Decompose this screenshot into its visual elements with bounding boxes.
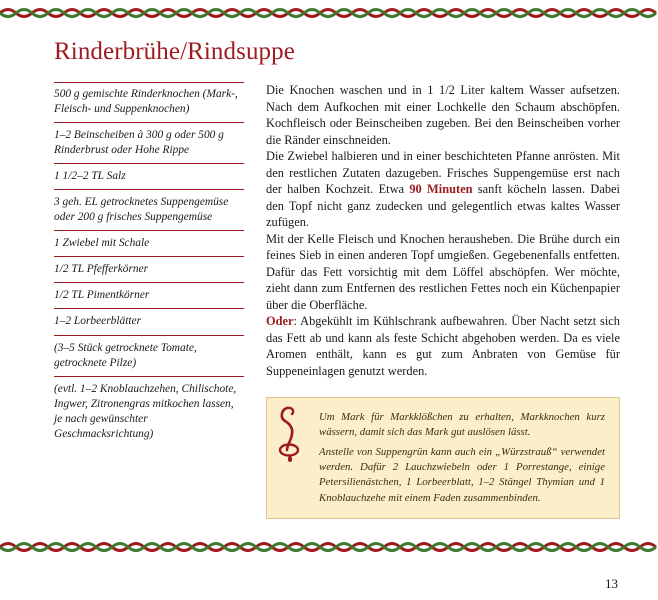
list-item: 500 g gemischte Rinderknochen (Mark-, Fleisch- und Suppenknochen) bbox=[54, 82, 244, 123]
tip-paragraph: Anstelle von Suppengrün kann auch ein „Würzstrauß“ verwendet werden. Dafür 2 Lauchzwiebeln oder 1 Porrestange, einige Petersilienästchen, 1 Lorbeerblatt, 1–2 Stängel Thymian und 1 Knoblauchzehe mit einem Faden zusammenbinden. bbox=[319, 446, 605, 504]
instruction-note bbox=[266, 313, 620, 379]
note-label: Oder bbox=[266, 314, 294, 328]
instruction-paragraph bbox=[266, 231, 620, 314]
tip-box bbox=[266, 397, 620, 519]
decorative-border-top bbox=[0, 6, 658, 20]
list-item: 1/2 TL Pfefferkörner bbox=[54, 257, 244, 283]
instructions-text bbox=[266, 82, 620, 519]
list-item: 1 1/2–2 TL Salz bbox=[54, 164, 244, 190]
content-columns bbox=[38, 82, 620, 519]
instruction-text: Mit der Kelle Fleisch und Knochen herausheben. Die Brühe durch ein feines Sieb in einen anderen Topf umgießen. Gegebenenfalls entfetten. Dafür das Fett vorsichtig mit dem Löffel abschöpfen. Wer möchte, zieht dann zum Entfernen des restlichen Fettes noch ein Küchenpapier über die Oberfläche. bbox=[266, 231, 620, 312]
decorative-border-bottom bbox=[0, 540, 658, 554]
page-number: 13 bbox=[605, 576, 618, 591]
list-item: 1–2 Beinscheiben à 300 g oder 500 g Rinderbrust oder Hohe Rippe bbox=[54, 123, 244, 164]
page-title: Rinderbrühe/Rindsuppe bbox=[54, 38, 295, 65]
ladle-icon bbox=[277, 404, 311, 464]
instruction-paragraph bbox=[266, 148, 620, 231]
highlight-duration: 90 Minuten bbox=[409, 182, 473, 196]
list-item: (evtl. 1–2 Knoblauchzehen, Chilischote, Ingwer, Zitronengras mitkochen lassen, je nach gewünschter Geschmacksrichtung) bbox=[54, 382, 237, 440]
instruction-paragraph bbox=[266, 82, 620, 148]
list-item: 3 geh. EL getrocknetes Suppengemüse oder 200 g frisches Suppengemüse bbox=[54, 190, 244, 231]
list-item: 1 Zwiebel mit Schale bbox=[54, 231, 244, 257]
instruction-text: Die Knochen waschen und in 1 1/2 Liter kaltem Wasser aufsetzen. Nach dem Aufkochen mit einer Lochkelle den Schaum abschöpfen. Kochfleisch oder Beinscheiben zugeben. Bei den Beinscheiben vorher die Ränder einschneiden. bbox=[266, 83, 620, 147]
list-item: (3–5 Stück getrocknete Tomate, getrocknete Pilze) bbox=[54, 336, 244, 377]
instruction-text: Die Zwiebel halbieren und in einer beschichteten Pfanne anrösten. Mit den restlichen Zutaten dazugeben. Frisches Suppengemüse erst nach der halben Kochzeit. Etwa bbox=[266, 149, 620, 196]
tip-paragraph: Um Mark für Markklößchen zu erhalten, Markknochen kurz wässern, damit sich das Mark gut auslösen lässt. bbox=[319, 411, 605, 439]
list-item: 1–2 Lorbeerblätter bbox=[54, 309, 244, 335]
instruction-text: sanft köcheln lassen. Dabei den Topf nicht ganz zudecken und gelegentlich etwas kaltes Wasser zufügen. bbox=[266, 182, 620, 229]
note-text: : Abgekühlt im Kühlschrank aufbewahren. Über Nacht setzt sich das Fett ab und kann als feste Schicht abgehoben werden. Da es viele Aromen enthält, kann es gut zum Anbraten von Gemüse für Suppeneinlagen genutzt werden. bbox=[266, 314, 620, 378]
ingredient-list bbox=[54, 82, 244, 447]
recipe-page bbox=[0, 24, 658, 540]
list-item: 1/2 TL Pimentkörner bbox=[54, 283, 244, 309]
